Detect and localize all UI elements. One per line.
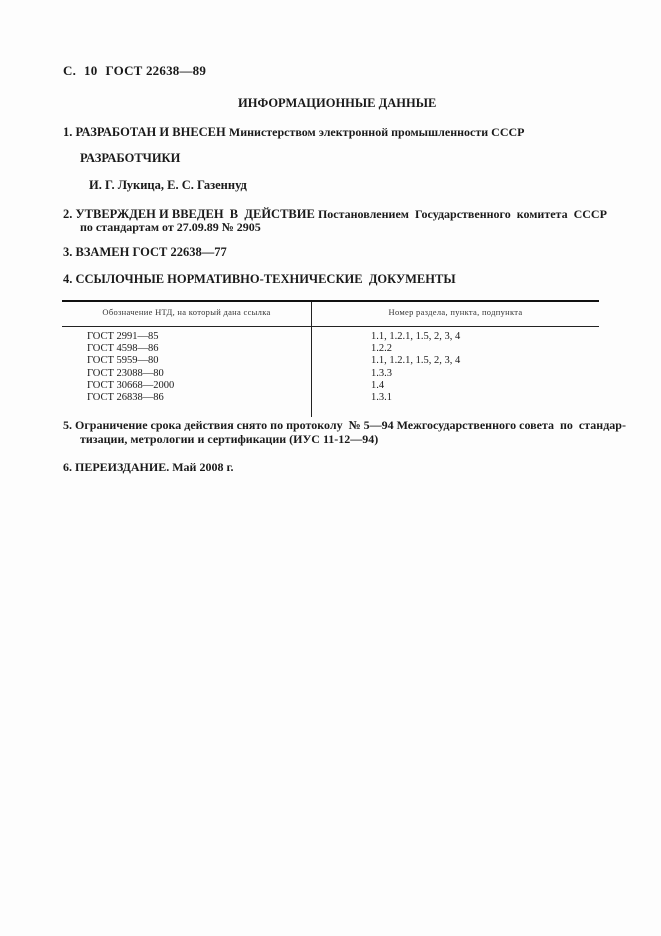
item-6-text: ПЕРЕИЗДАНИЕ. Май 2008 г.	[75, 460, 234, 474]
item-6-number: 6.	[63, 460, 72, 474]
item-1-text: Министерством электронной промышленности СССР	[228, 125, 525, 139]
standard-designation: ГОСТ 22638—89	[105, 63, 207, 78]
table-cell-section: 1.4	[371, 379, 385, 391]
item-6	[63, 460, 234, 475]
page-number: 10	[84, 63, 98, 78]
table-cell-section: 1.2.2	[371, 343, 392, 355]
developers-names: И. Г. Лукица, Е. С. Газеннуд	[89, 178, 247, 192]
table-cell-ntd: ГОСТ 5959—80	[87, 355, 159, 367]
item-4-text: ССЫЛОЧНЫЕ НОРМАТИВНО-ТЕХНИЧЕСКИЕ ДОКУМЕНТЫ	[75, 272, 456, 286]
item-5-number: 5.	[63, 418, 72, 432]
reference-table	[62, 300, 599, 417]
table-cell-section: 1.3.3	[371, 367, 392, 379]
table-cell-section: 1.1, 1.2.1, 1.5, 2, 3, 4	[371, 355, 461, 367]
item-2-heading: УТВЕРЖДЕН И ВВЕДЕН В ДЕЙСТВИЕ	[75, 207, 315, 221]
item-5-text-line2: тизации, метрологии и сертификации (ИУС 11-12—94)	[80, 432, 379, 446]
table-cell-ntd: ГОСТ 23088—80	[87, 367, 164, 379]
item-4-number: 4.	[63, 272, 73, 286]
table-cell-ntd: ГОСТ 2991—85	[87, 331, 159, 342]
item-3-text: ВЗАМЕН ГОСТ 22638—77	[75, 245, 227, 259]
page-prefix: С.	[63, 63, 77, 78]
developers-heading: РАЗРАБОТЧИКИ	[80, 151, 181, 165]
table-cell-section: 1.3.1	[371, 391, 392, 403]
item-4	[63, 272, 456, 287]
item-2-text-line1: Постановлением Государственного комитета СССР	[317, 207, 607, 221]
table-cell-ntd: ГОСТ 30668—2000	[87, 379, 175, 391]
item-2-text-line2: по стандартам от 27.09.89 № 2905	[80, 220, 261, 234]
header-section-number: Номер раздела, пункта, подпункта	[388, 307, 523, 317]
column-section	[312, 327, 599, 417]
table-header	[62, 302, 599, 327]
page-header	[63, 63, 206, 79]
item-5-text-line1: Ограничение срока действия снято по протоколу № 5—94 Межгосударственного совета по стандар-	[75, 418, 626, 432]
header-ntd-designation: Обозначение НТД, на который дана ссылка	[62, 302, 312, 326]
item-3-number: 3.	[63, 245, 73, 259]
section-title: ИНФОРМАЦИОННЫЕ ДАННЫЕ	[238, 96, 437, 110]
item-3	[63, 245, 227, 260]
table-body	[62, 327, 599, 417]
table-cell-ntd: ГОСТ 26838—86	[87, 391, 164, 403]
item-1	[63, 125, 525, 140]
item-2-number: 2.	[63, 207, 73, 221]
table-cell-section: 1.1, 1.2.1, 1.5, 2, 3, 4	[371, 331, 461, 342]
table-cell-ntd: ГОСТ 4598—86	[87, 343, 159, 355]
item-1-number: 1.	[63, 125, 73, 139]
item-5	[63, 418, 626, 433]
column-ntd	[62, 327, 312, 417]
item-1-heading: РАЗРАБОТАН И ВНЕСЕН	[75, 125, 226, 139]
